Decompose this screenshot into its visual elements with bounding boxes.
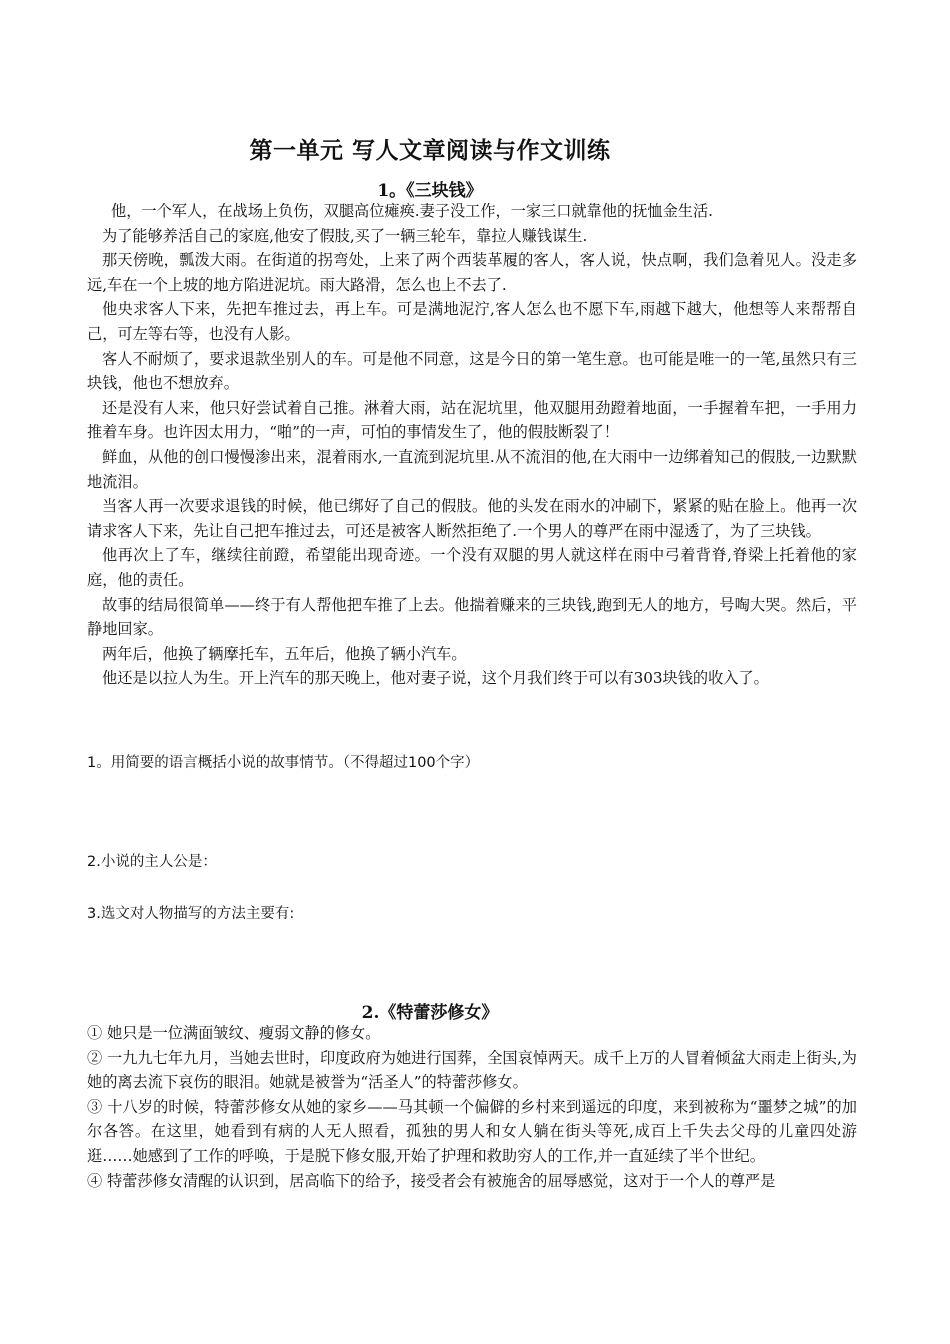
story2-title: 2.《特蕾莎修女》 xyxy=(361,1003,499,1023)
story1-paragraph: 故事的结局很简单——终于有人帮他把车推了上去。他揣着赚来的三块钱,跑到无人的地方，号啕大哭。然后，平静地回家。 xyxy=(87,595,857,639)
story1-paragraph: 鲜血，从他的创口慢慢渗出来，混着雨水,一直流到泥坑里.从不流泪的他,在大雨中一边绑着知己的假肢,一边默默地流泪。 xyxy=(87,447,857,491)
story1-paragraph: 他，一个军人，在战场上负伤，双腿高位瘫痪.妻子没工作，一家三口就靠他的抚恤金生活. xyxy=(111,202,713,220)
story1-paragraph: 两年后，他换了辆摩托车，五年后，他换了辆小汽车。 xyxy=(102,644,467,663)
story1-paragraph: 他央求客人下来，先把车推过去，再上车。可是满地泥泞,客人怎么也不愿下车,雨越下越大，他想等人来帮帮自己，可左等右等，也没有人影。 xyxy=(87,300,857,343)
story1-title: 1。《三块钱》 xyxy=(377,181,483,201)
story1-paragraph: 为了能够养活自己的家庭,他安了假肢,买了一辆三轮车，靠拉人赚钱谋生. xyxy=(102,226,588,245)
unit-title: 第一单元 写人文章阅读与作文训练 xyxy=(249,137,611,164)
story1-paragraph: 他还是以拉人为生。开上汽车的那天晚上，他对妻子说，这个月我们终于可以有303块钱的收入了。 xyxy=(102,669,769,688)
story2-paragraph: ② 一九九七年九月，当她去世时，印度政府为她进行国葬，全国哀悼两天。成千上万的人冒着倾盆大雨走上街头,为她的离去流下哀伤的眼泪。她就是被誉为“活圣人”的特蕾莎修女。 xyxy=(87,1048,857,1092)
question-1: 1。用简要的语言概括小说的故事情节。（不得超过100个字） xyxy=(87,755,480,771)
question-3: 3.选文对人物描写的方法主要有: xyxy=(87,906,295,922)
story1-body xyxy=(87,199,857,691)
story1-paragraph: 那天傍晚，瓢泼大雨。在街道的拐弯处，上来了两个西装革履的客人，客人说，快点啊，我们急着见人。没走多远,车在一个上坡的地方陷进泥坑。雨大路滑，怎么也上不去了. xyxy=(87,251,857,294)
story2-paragraph: ① 她只是一位满面皱纹、瘦弱文静的修女。 xyxy=(87,1024,381,1042)
story1-paragraph: 客人不耐烦了，要求退款坐别人的车。可是他不同意，这是今日的第一笔生意。也可能是唯一的一笔,虽然只有三块钱，他也不想放弃。 xyxy=(87,349,857,393)
story1-paragraph: 当客人再一次要求退钱的时候，他已绑好了自己的假肢。他的头发在雨水的冲刷下，紧紧的贴在脸上。他再一次请求客人下来，先让自己把车推过去，可还是被客人断然拒绝了.一个男人的尊严在雨中湿透了，为了三块钱。 xyxy=(87,497,857,540)
story2-paragraph: ③ 十八岁的时候，特蕾莎修女从她的家乡——马其顿一个偏僻的乡村来到遥远的印度，来到被称为“噩梦之城”的加尔各答。在这里，她看到有病的人无人照看，孤独的男人和女人躺在街头等死,成百上千失去父母的儿童四处游逛……她感到了工作的呼唤，于是脱下修女服,开始了护理和救助穷人的工作,并一直延续了半个世纪。 xyxy=(87,1097,857,1165)
question-2: 2.小说的主人公是： xyxy=(87,854,217,870)
story1-paragraph: 他再次上了车，继续往前蹬，希望能出现奇迹。一个没有双腿的男人就这样在雨中弓着背脊,脊梁上托着他的家庭，他的责任。 xyxy=(87,546,857,589)
story1-paragraph: 还是没有人来，他只好尝试着自己推。淋着大雨，站在泥坑里，他双腿用劲蹬着地面，一手握着车把，一手用力推着车身。也许因太用力，“啪”的一声，可怕的事情发生了，他的假肢断裂了！ xyxy=(87,398,857,442)
story2-body xyxy=(87,1021,857,1193)
story2-paragraph: ④ 特蕾莎修女清醒的认识到，居高临下的给予，接受者会有被施舍的屈辱感觉，这对于一个人的尊严是 xyxy=(87,1171,776,1190)
